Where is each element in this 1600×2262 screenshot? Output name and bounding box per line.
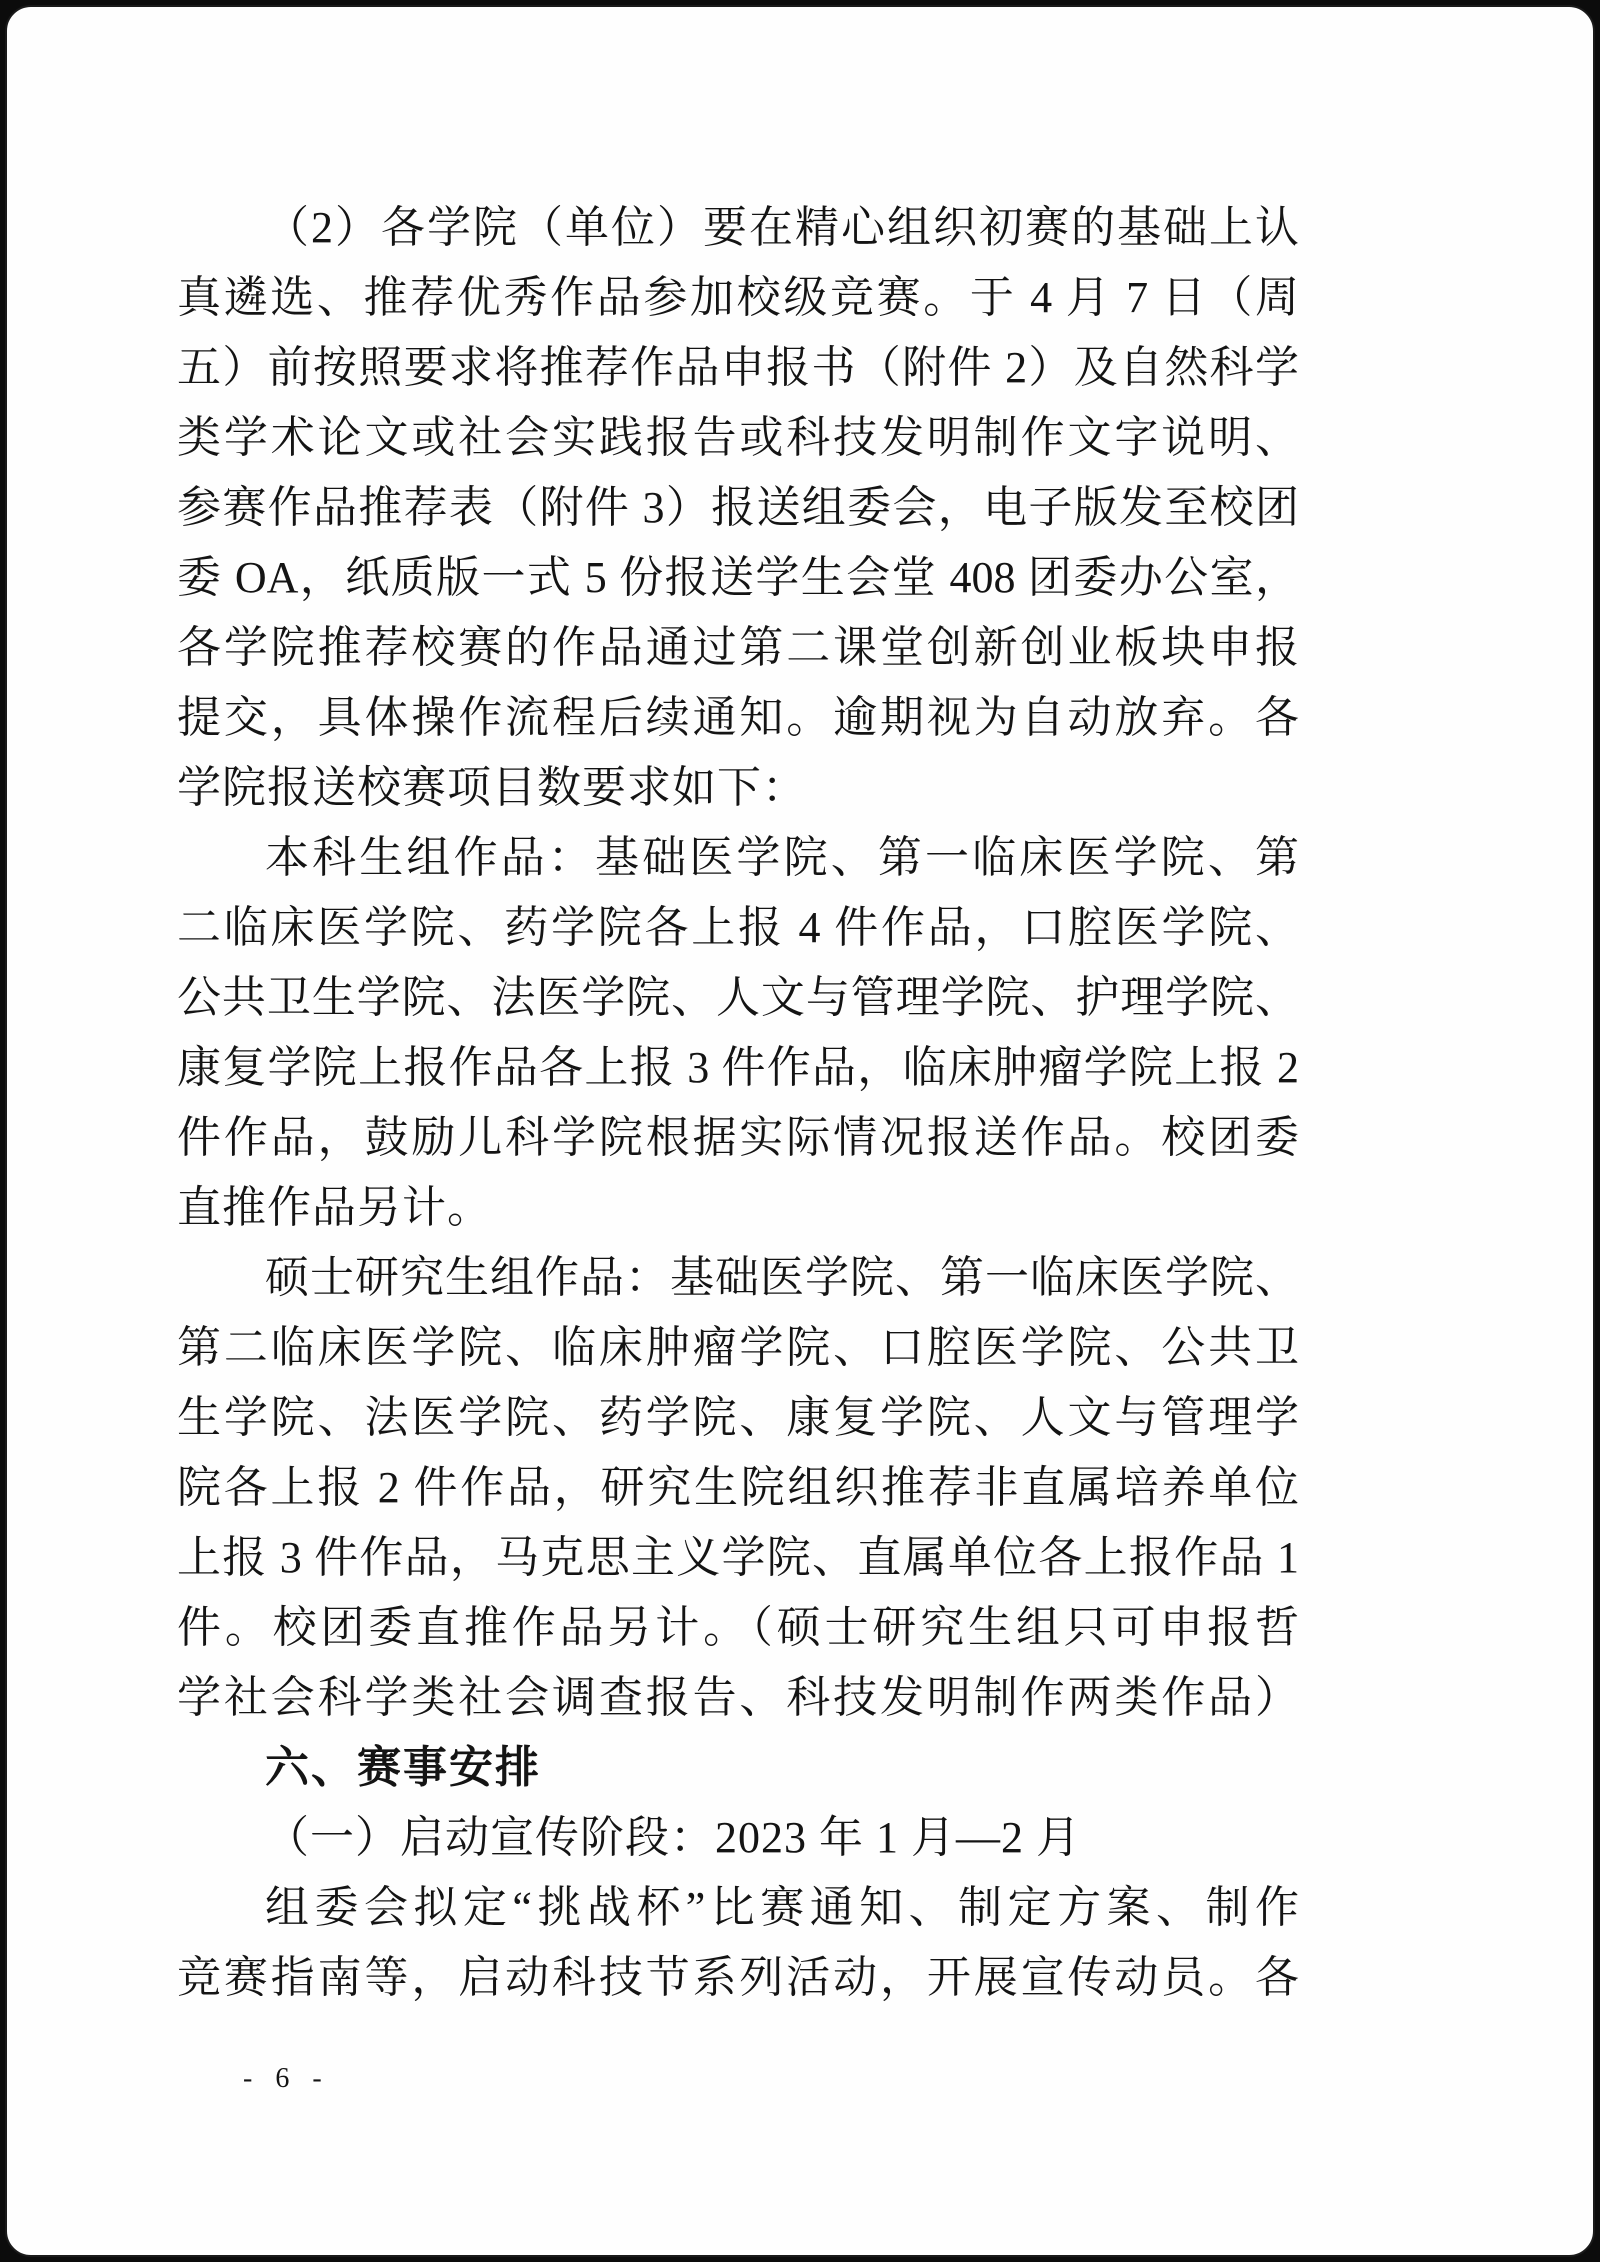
text-line-13: 康复学院上报作品各上报 3 件作品，临床肿瘤学院上报 2	[177, 1043, 1299, 1092]
text-line-5: 参赛作品推荐表（附件 3）报送组委会，电子版发至校团	[177, 483, 1299, 532]
text-line-6: 委 OA，纸质版一式 5 份报送学生会堂 408 团委办公室，	[177, 553, 1299, 602]
text-line-11: 二临床医学院、药学院各上报 4 件作品，口腔医学院、	[177, 903, 1299, 952]
text-line-3: 五）前按照要求将推荐作品申报书（附件 2）及自然科学	[177, 343, 1299, 392]
page-number: - 6 -	[243, 2063, 330, 2094]
text-line-18: 生学院、法医学院、药学院、康复学院、人文与管理学	[177, 1393, 1299, 1442]
text-line-20: 上报 3 件作品，马克思主义学院、直属单位各上报作品 1	[177, 1533, 1299, 1582]
text-line-16: 硕士研究生组作品：基础医学院、第一临床医学院、	[265, 1253, 1299, 1302]
text-line-9: 学院报送校赛项目数要求如下：	[177, 763, 807, 812]
text-line-8: 提交，具体操作流程后续通知。逾期视为自动放弃。各	[177, 693, 1299, 742]
text-line-1: （2）各学院（单位）要在精心组织初赛的基础上认	[265, 203, 1299, 252]
text-line-25: 组委会拟定“挑战杯”比赛通知、制定方案、制作	[265, 1883, 1299, 1932]
text-line-2: 真遴选、推荐优秀作品参加校级竞赛。于 4 月 7 日（周	[177, 273, 1299, 322]
text-line-24: （一）启动宣传阶段：2023 年 1 月—2 月	[265, 1813, 1081, 1862]
text-line-15: 直推作品另计。	[177, 1183, 492, 1232]
text-line-22: 学社会科学类社会调查报告、科技发明制作两类作品）	[177, 1673, 1299, 1722]
section-heading: 六、赛事安排	[265, 1743, 541, 1792]
text-line-17: 第二临床医学院、临床肿瘤学院、口腔医学院、公共卫	[177, 1323, 1299, 1372]
text-line-12: 公共卫生学院、法医学院、人文与管理学院、护理学院、	[177, 973, 1299, 1022]
text-line-10: 本科生组作品：基础医学院、第一临床医学院、第	[265, 833, 1299, 882]
text-line-26: 竞赛指南等，启动科技节系列活动，开展宣传动员。各	[177, 1953, 1299, 2002]
text-line-21: 件。校团委直推作品另计。（硕士研究生组只可申报哲	[177, 1603, 1299, 1652]
text-line-19: 院各上报 2 件作品，研究生院组织推荐非直属培养单位	[177, 1463, 1299, 1512]
paper-sheet	[5, 5, 1595, 2257]
body-text-block	[177, 193, 1299, 2013]
text-line-4: 类学术论文或社会实践报告或科技发明制作文字说明、	[177, 413, 1299, 462]
text-line-7: 各学院推荐校赛的作品通过第二课堂创新创业板块申报	[177, 623, 1299, 672]
text-line-14: 件作品，鼓励儿科学院根据实际情况报送作品。校团委	[177, 1113, 1299, 1162]
